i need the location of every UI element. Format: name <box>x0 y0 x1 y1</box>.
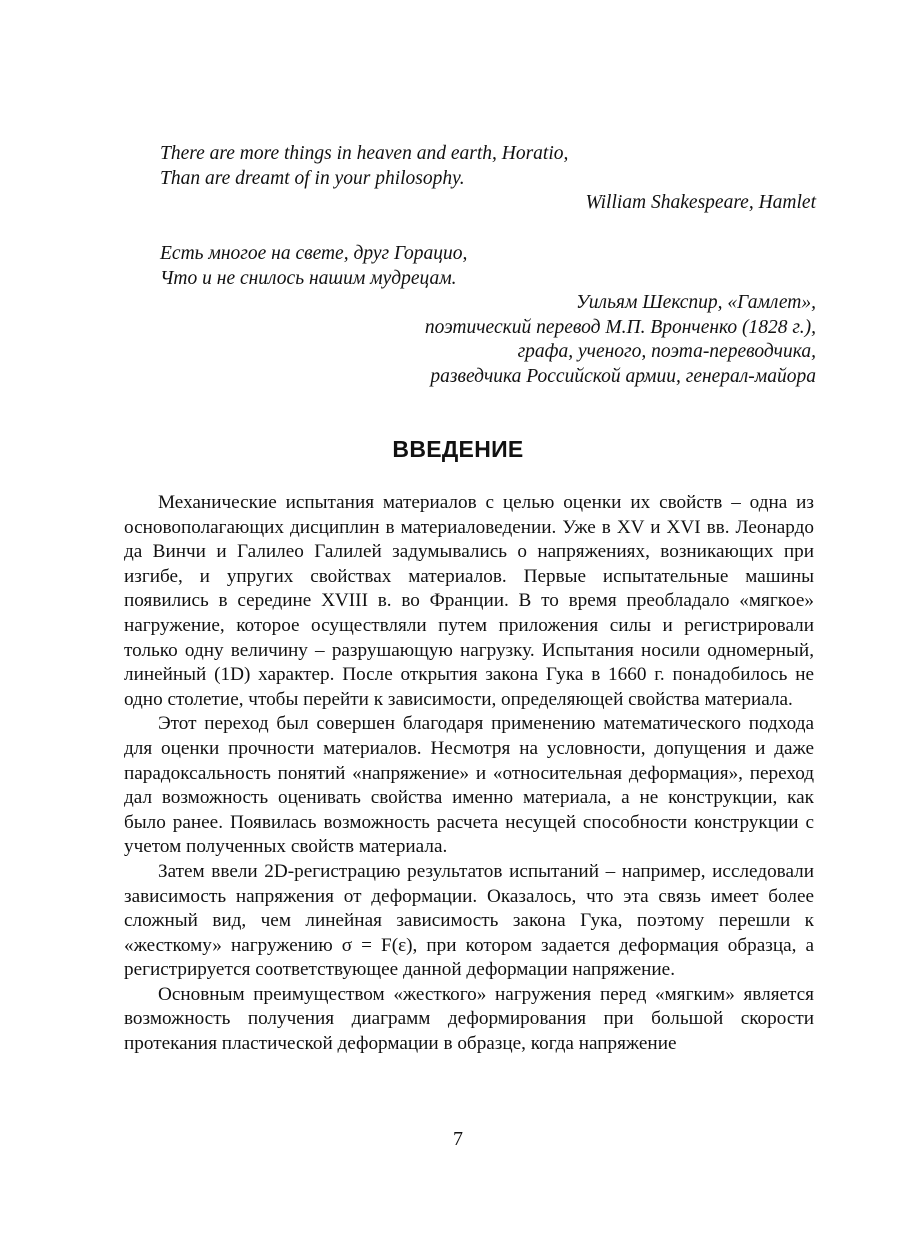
epigraph-line: Что и не снилось нашим мудрецам. <box>160 267 457 289</box>
paragraph: Затем ввели 2D-регистрацию результатов испытаний – например, исследовали зависимость напряжения от деформации. Оказалось, что эта связь имеет более сложный вид, чем линейная зависимость закона Гука, поэтому перешли к «жесткому» нагружению σ = F(ε), при котором задается деформация образца, а регистрируется соответствующее данной деформации напряжение. <box>124 860 814 981</box>
epigraph-attribution: William Shakespeare, Hamlet <box>585 192 816 213</box>
epigraph-russian <box>160 242 816 389</box>
epigraph-line: Есть многое на свете, друг Горацио, <box>160 243 468 264</box>
epigraph-english <box>160 142 816 216</box>
paragraph: Этот переход был совершен благодаря применению математического подхода для оценки прочности материалов. Несмотря на условности, допущения и даже парадоксальность понятий «напряжение» и «относительная деформация», переход дал возможность оценивать свойства именно материала, а не конструкции, как было ранее. Появилась возможность расчета несущей способности конструкции с учетом полученных свойств материала. <box>124 713 814 858</box>
section-heading: ВВЕДЕНИЕ <box>392 436 524 462</box>
epigraph-attribution-line: разведчика Российской армии, генерал-майора <box>430 365 816 387</box>
page-number: 7 <box>453 1128 463 1150</box>
paragraph: Основным преимуществом «жесткого» нагружения перед «мягким» является возможность получения диаграмм деформирования при большой скорости протекания пластической деформации в образце, когда напряжение <box>124 983 814 1055</box>
epigraph-attribution-line: Уильям Шекспир, «Гамлет», <box>575 292 816 313</box>
epigraph-attribution-line: графа, ученого, поэта-переводчика, <box>517 341 816 362</box>
body-text <box>124 491 814 1057</box>
epigraph-attribution-line: поэтический перевод М.П. Вронченко (1828 г.), <box>424 316 816 338</box>
paragraph: Механические испытания материалов с целью оценки их свойств – одна из основополагающих дисциплин в материаловедении. Уже в XV и XVI вв. Леонардо да Винчи и Галилео Галилей задумывались о напряжениях, возникающих при изгибе, и упругих свойствах материалов. Первые испытательные машины появились в середине XVIII в. во Франции. В то время преобладало «мягкое» нагружение, которое осуществляли путем приложения силы и регистрировали только одну величину – разрушающую нагрузку. Испытания носили одномерный, линейный (1D) характер. После открытия закона Гука в 1660 г. понадобилось не одно столетие, чтобы перейти к зависимости, определяющей свойства материала. <box>124 492 814 710</box>
epigraph-line: Than are dreamt of in your philosophy. <box>160 167 465 189</box>
epigraph-line: There are more things in heaven and earth, Horatio, <box>160 143 569 164</box>
